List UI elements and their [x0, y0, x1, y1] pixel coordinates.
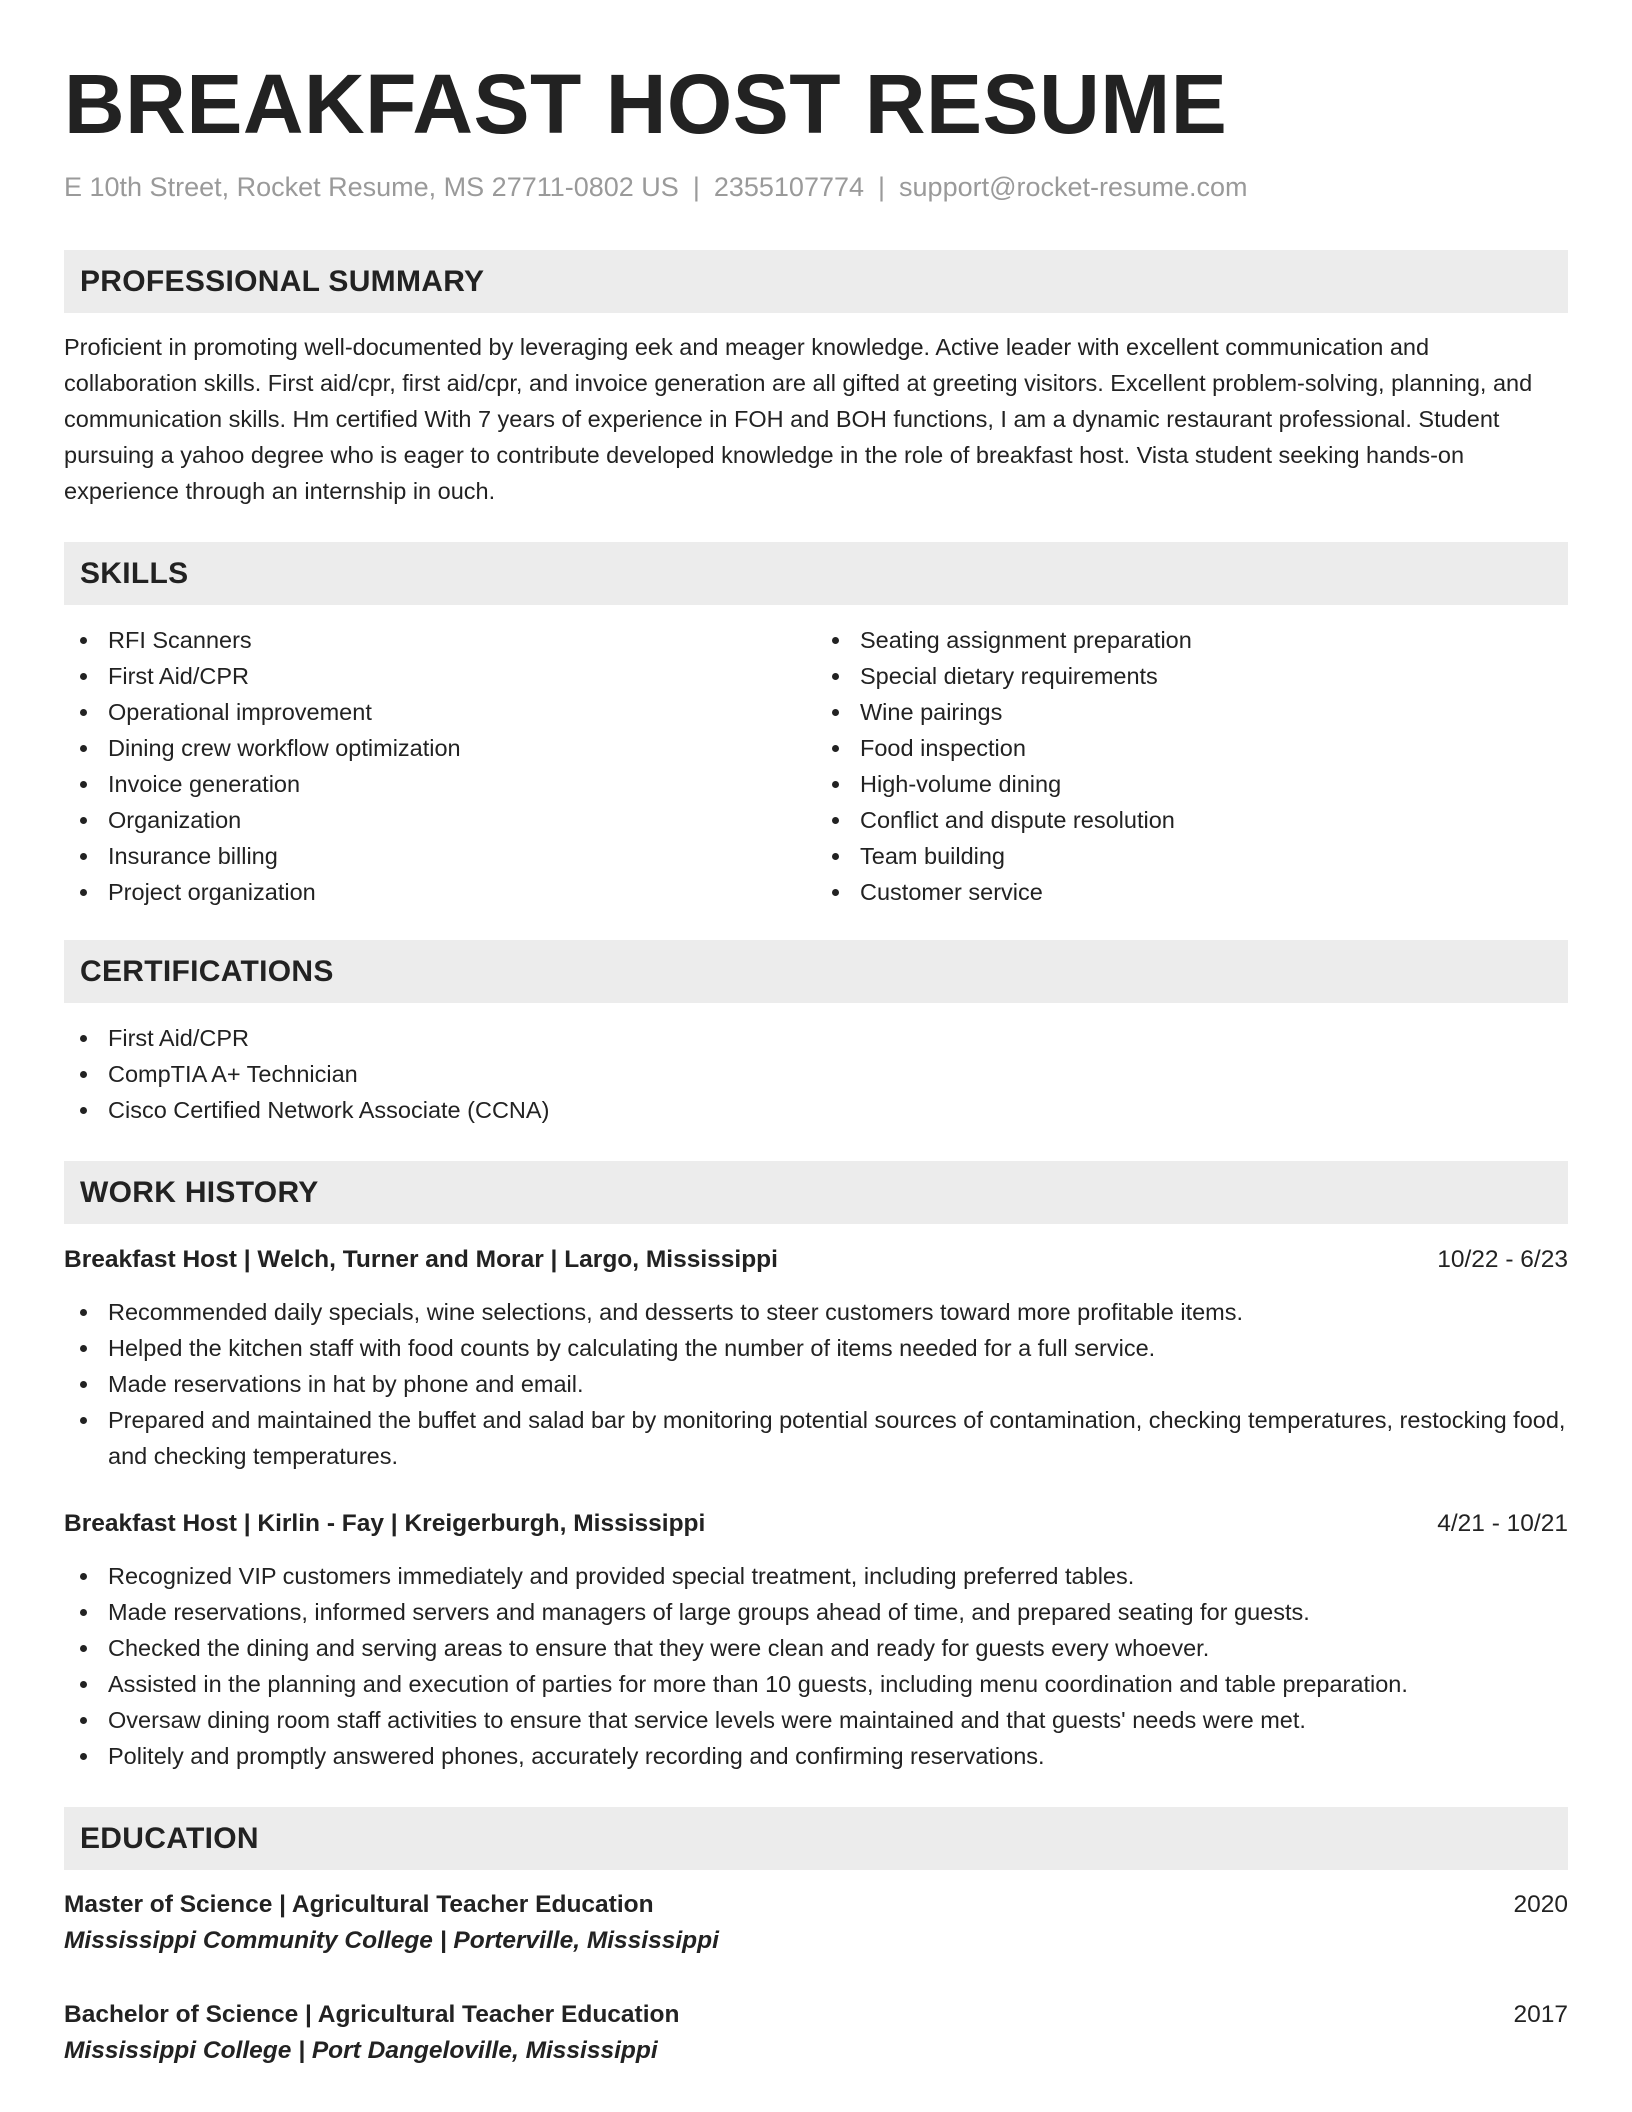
skill-item: Customer service — [816, 874, 1568, 910]
job-duty: Prepared and maintained the buffet and salad bar by monitoring potential sources of contamination, checking temperatures, restocking food, and checking temperatures. — [64, 1402, 1568, 1474]
skill-item: Special dietary requirements — [816, 658, 1568, 694]
skill-item: Conflict and dispute resolution — [816, 802, 1568, 838]
skill-item: Project organization — [64, 874, 816, 910]
skills-list-right — [816, 622, 1568, 910]
contact-separator: | — [878, 172, 886, 202]
section-heading-summary: PROFESSIONAL SUMMARY — [64, 250, 1568, 313]
job-title: Breakfast Host | Welch, Turner and Morar | Largo, Mississippi — [64, 1246, 778, 1273]
education-school: Mississippi College | Port Dangeloville, Mississippi — [64, 2037, 658, 2064]
job-dates: 4/21 - 10/21 — [1437, 1510, 1568, 1537]
education-header — [64, 1997, 1568, 2033]
section-heading-education: EDUCATION — [64, 1807, 1568, 1870]
skill-item: Seating assignment preparation — [816, 622, 1568, 658]
section-heading-certifications: CERTIFICATIONS — [64, 940, 1568, 1003]
contact-phone: 2355107774 — [713, 172, 865, 202]
skill-item: Organization — [64, 802, 816, 838]
skills-grid — [64, 622, 1568, 910]
education-year: 2020 — [1513, 1891, 1568, 1918]
job-dates: 10/22 - 6/23 — [1437, 1246, 1568, 1273]
certification-item: First Aid/CPR — [64, 1020, 1568, 1056]
education-school: Mississippi Community College | Porterville, Mississippi — [64, 1927, 719, 1954]
job-entry — [64, 1506, 1568, 1774]
certifications-list — [64, 1020, 1568, 1128]
summary-text: Proficient in promoting well-documented by leveraging eek and meager knowledge. Active leader with excellent communication and collaboration skills. First aid/cpr, first aid/cpr, and invoice generation are all gifted at greeting visitors. Excellent problem-solving, planning, and communication skills. Hm certified With 7 years of experience in FOH and BOH functions, I am a dynamic restaurant professional. Student pursuing a yahoo degree who is eager to contribute developed knowledge in the role of breakfast host. Vista student seeking hands-on experience through an internship in ouch. — [64, 334, 1533, 504]
section-heading-work-history: WORK HISTORY — [64, 1161, 1568, 1224]
education-header — [64, 1887, 1568, 1923]
contact-email: support@rocket-resume.com — [899, 172, 1248, 202]
job-duty: Recommended daily specials, wine selections, and desserts to steer customers toward more profitable items. — [64, 1294, 1568, 1330]
job-header — [64, 1242, 1568, 1278]
job-duties-list — [64, 1558, 1568, 1774]
job-duty: Made reservations, informed servers and managers of large groups ahead of time, and prepared seating for guests. — [64, 1594, 1568, 1630]
skill-item: Insurance billing — [64, 838, 816, 874]
job-duty: Checked the dining and serving areas to ensure that they were clean and ready for guests every whoever. — [64, 1630, 1568, 1666]
job-duties-list — [64, 1294, 1568, 1474]
job-duty: Recognized VIP customers immediately and provided special treatment, including preferred tables. — [64, 1558, 1568, 1594]
section-heading-skills: SKILLS — [64, 542, 1568, 605]
education-year: 2017 — [1513, 2001, 1568, 2028]
job-duty: Helped the kitchen staff with food counts by calculating the number of items needed for a full service. — [64, 1330, 1568, 1366]
skills-list-left — [64, 622, 816, 910]
certification-item: CompTIA A+ Technician — [64, 1056, 1568, 1092]
education-degree: Master of Science | Agricultural Teacher Education — [64, 1891, 654, 1918]
job-title: Breakfast Host | Kirlin - Fay | Kreigerburgh, Mississippi — [64, 1510, 706, 1537]
skill-item: First Aid/CPR — [64, 658, 816, 694]
contact-address: E 10th Street, Rocket Resume, MS 27711-0802 US — [64, 172, 679, 202]
skill-item: Invoice generation — [64, 766, 816, 802]
skill-item: Wine pairings — [816, 694, 1568, 730]
job-duty: Assisted in the planning and execution of parties for more than 10 guests, including menu coordination and table preparation. — [64, 1666, 1568, 1702]
skill-item: Food inspection — [816, 730, 1568, 766]
job-entry — [64, 1242, 1568, 1474]
resume-title: BREAKFAST HOST RESUME — [64, 57, 1228, 151]
contact-line — [64, 170, 1568, 204]
education-entry — [64, 1887, 1568, 1959]
skill-item: High-volume dining — [816, 766, 1568, 802]
certification-item: Cisco Certified Network Associate (CCNA) — [64, 1092, 1568, 1128]
job-duty: Oversaw dining room staff activities to ensure that service levels were maintained and that guests' needs were met. — [64, 1702, 1568, 1738]
skill-item: Dining crew workflow optimization — [64, 730, 816, 766]
skill-item: Operational improvement — [64, 694, 816, 730]
skill-item: Team building — [816, 838, 1568, 874]
education-degree: Bachelor of Science | Agricultural Teacher Education — [64, 2001, 680, 2028]
job-duty: Politely and promptly answered phones, accurately recording and confirming reservations. — [64, 1738, 1568, 1774]
education-entry — [64, 1997, 1568, 2069]
contact-separator: | — [692, 172, 700, 202]
skill-item: RFI Scanners — [64, 622, 816, 658]
job-header — [64, 1506, 1568, 1542]
job-duty: Made reservations in hat by phone and email. — [64, 1366, 1568, 1402]
